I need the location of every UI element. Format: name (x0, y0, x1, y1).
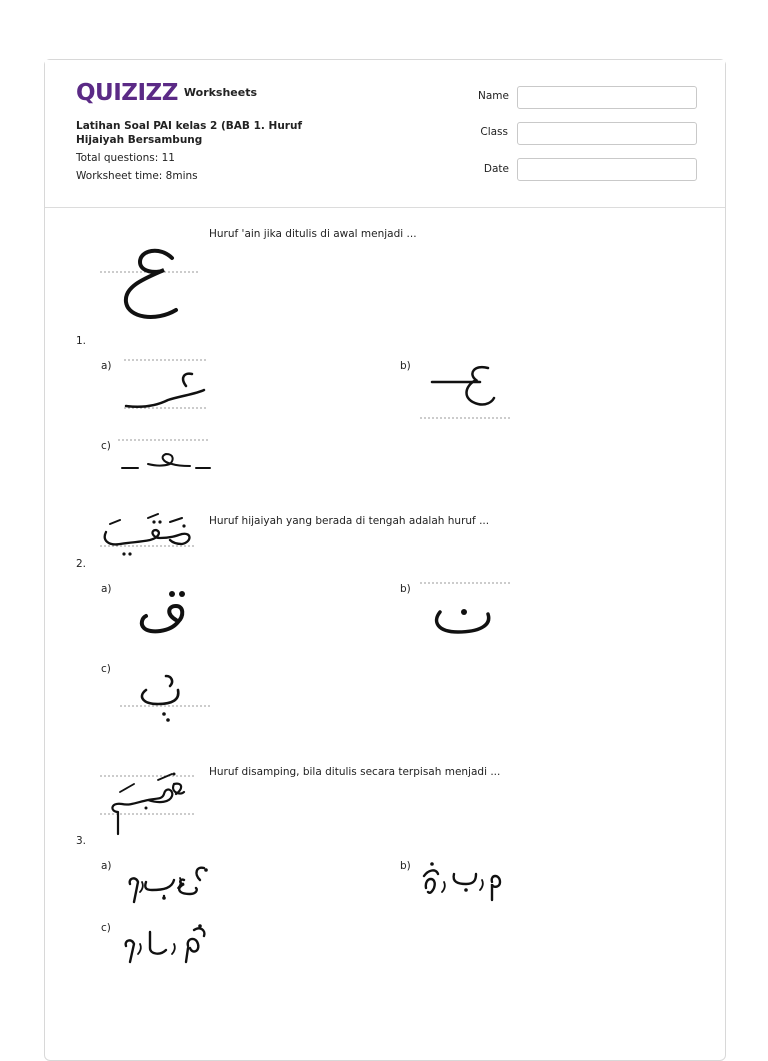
ghabam-word-image (100, 768, 196, 838)
question-text: Huruf 'ain jika ditulis di awal menjadi ... (209, 228, 417, 240)
mim-ba-ghain-image[interactable] (420, 858, 506, 904)
nun-letter-image[interactable] (418, 580, 512, 642)
qaf-letter-image[interactable] (128, 580, 208, 646)
question-text: Huruf disamping, bila ditulis secara terpisah menjadi ... (209, 766, 501, 778)
class-field[interactable] (517, 122, 697, 145)
worksheet-time: Worksheet time: 8mins (76, 170, 198, 182)
ain-final-form-image[interactable] (122, 356, 208, 412)
logo-wordmark: QUIZIZZ (76, 80, 178, 106)
option-label: a) (101, 583, 112, 595)
yaqin-word-image (100, 512, 196, 564)
question-text: Huruf hijaiyah yang berada di tengah adalah huruf ... (209, 515, 490, 527)
class-label: Class (480, 126, 508, 138)
date-label: Date (483, 163, 509, 175)
option-label: b) (400, 360, 411, 372)
worksheet-header (45, 60, 725, 208)
ghain-lam-mim-image[interactable] (120, 922, 210, 968)
option-label: c) (101, 922, 111, 934)
option-label: a) (101, 860, 112, 872)
ya-letter-image[interactable] (118, 674, 212, 726)
logo-subtitle: Worksheets (183, 86, 258, 99)
worksheet-title: Latihan Soal PAI kelas 2 (BAB 1. Huruf Hijaiyah Bersambung (76, 120, 303, 146)
question-number: 3. (76, 835, 87, 847)
question-number: 1. (76, 335, 87, 347)
quizizz-logo (76, 80, 257, 106)
total-questions: Total questions: 11 (76, 152, 175, 164)
option-label: c) (101, 663, 111, 675)
option-label: c) (101, 440, 111, 452)
name-field[interactable] (517, 86, 697, 109)
ain-isolated-image (100, 228, 200, 328)
option-label: b) (400, 583, 411, 595)
question-number: 2. (76, 558, 87, 570)
ghain-ba-mim-image[interactable] (124, 860, 210, 906)
ain-medial-form-image[interactable] (116, 436, 212, 480)
date-field[interactable] (517, 158, 697, 181)
name-label: Name (478, 90, 509, 102)
ain-middle-connected-image[interactable] (418, 360, 512, 422)
option-label: b) (400, 860, 411, 872)
option-label: a) (101, 360, 112, 372)
